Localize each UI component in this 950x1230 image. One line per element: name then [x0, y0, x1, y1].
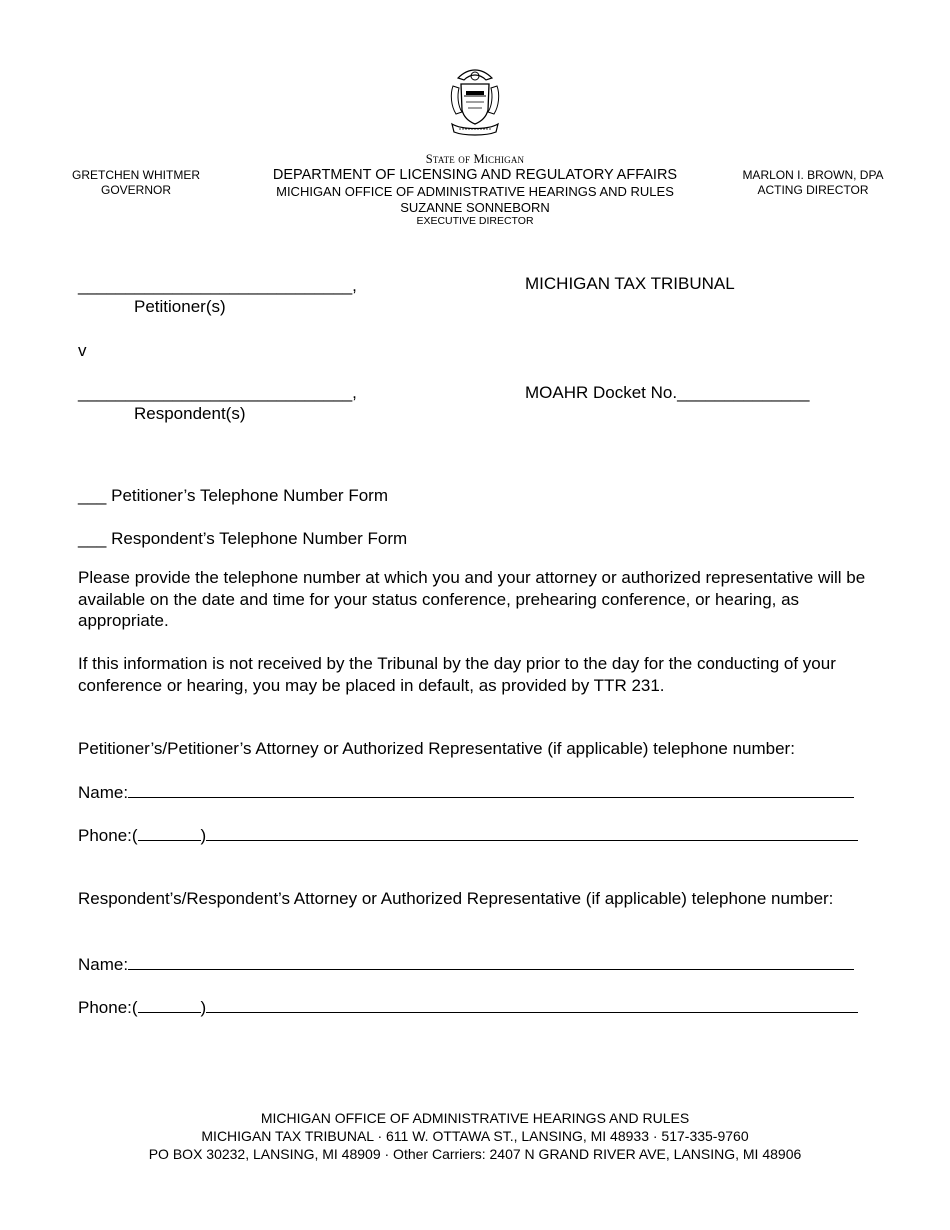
respondent-form-option[interactable] [78, 528, 407, 549]
tribunal-title: MICHIGAN TAX TRIBUNAL [525, 274, 735, 293]
director-title: ACTING DIRECTOR [757, 183, 869, 197]
petitioner-form-option[interactable] [78, 485, 388, 506]
respondent-name-row [78, 953, 854, 975]
petitioner-form-blank[interactable]: ___ [78, 486, 107, 505]
governor-name: GRETCHEN WHITMER [72, 168, 200, 182]
footer-office: MICHIGAN OFFICE OF ADMINISTRATIVE HEARINGS AND RULES [260, 1110, 690, 1126]
governor-block [56, 168, 216, 198]
instruction-paragraph-2: If this information is not received by the Tribunal by the day prior to the day for the conducting of your conference or hearing, you may be placed in default, as provided by TTR 231. [78, 654, 836, 695]
director-block [730, 168, 896, 198]
governor-title: GOVERNOR [100, 183, 171, 197]
agency-header [230, 152, 720, 228]
petitioner-name-field[interactable] [128, 781, 854, 798]
docket-blank[interactable]: ______________ [677, 383, 810, 402]
respondent-phone-heading: Respondent’s/Respondent’s Attorney or Authorized Representative (if applicable) telephone number: [78, 889, 834, 908]
michigan-state-seal-icon [444, 66, 506, 138]
respondent-name-label: Name: [78, 955, 129, 974]
petitioner-name-row [78, 781, 854, 803]
department-name: DEPARTMENT OF LICENSING AND REGULATORY AFFAIRS [272, 167, 678, 183]
footer-tribunal-address: MICHIGAN TAX TRIBUNAL · 611 W. OTTAWA ST., LANSING, MI 48933 · 517-335-9760 [201, 1128, 749, 1144]
respondent-phone-row [78, 996, 858, 1018]
respondent-label: Respondent(s) [134, 404, 246, 423]
petitioner-phone-paren: ) [200, 826, 207, 845]
petitioner-area-code-field[interactable] [138, 824, 201, 841]
petitioner-phone-field[interactable] [206, 824, 858, 841]
respondent-area-code-field[interactable] [138, 996, 201, 1013]
respondent-phone-paren: ) [200, 998, 207, 1017]
petitioner-phone-label: Phone:( [78, 826, 138, 845]
petitioner-label: Petitioner(s) [134, 297, 226, 316]
office-name: MICHIGAN OFFICE OF ADMINISTRATIVE HEARINGS AND RULES [276, 184, 674, 199]
petitioner-phone-row [78, 824, 858, 846]
docket-number-field[interactable] [525, 382, 809, 403]
respondent-name-field[interactable] [128, 953, 854, 970]
petitioner-name-label: Name: [78, 783, 129, 802]
executive-director-title: EXECUTIVE DIRECTOR [416, 215, 534, 227]
director-name: MARLON I. BROWN, DPA [742, 168, 884, 182]
respondent-phone-label: Phone:( [78, 998, 138, 1017]
respondent-blank-line[interactable]: _____________________________, [78, 383, 357, 402]
respondent-phone-field[interactable] [206, 996, 858, 1013]
petitioner-phone-heading: Petitioner’s/Petitioner’s Attorney or Authorized Representative (if applicable) telephone number: [78, 739, 795, 758]
respondent-form-label: Respondent’s Telephone Number Form [111, 529, 408, 548]
petitioner-form-label: Petitioner’s Telephone Number Form [111, 486, 388, 505]
instruction-paragraph-1: Please provide the telephone number at which you and your attorney or authorized representative will be available on the date and time for your status conference, prehearing conference, or hearing, as appropriate. [78, 568, 866, 630]
docket-label: MOAHR Docket No. [525, 383, 678, 402]
respondent-form-blank[interactable]: ___ [78, 529, 107, 548]
footer-mailing-address: PO BOX 30232, LANSING, MI 48909 · Other Carriers: 2407 N GRAND RIVER AVE, LANSING, MI 48906 [148, 1146, 802, 1162]
executive-director-name: SUZANNE SONNEBORN [400, 200, 550, 215]
versus-label: v [78, 341, 87, 360]
petitioner-blank-line[interactable]: _____________________________, [78, 276, 357, 295]
state-name: State of Michigan [425, 152, 525, 166]
